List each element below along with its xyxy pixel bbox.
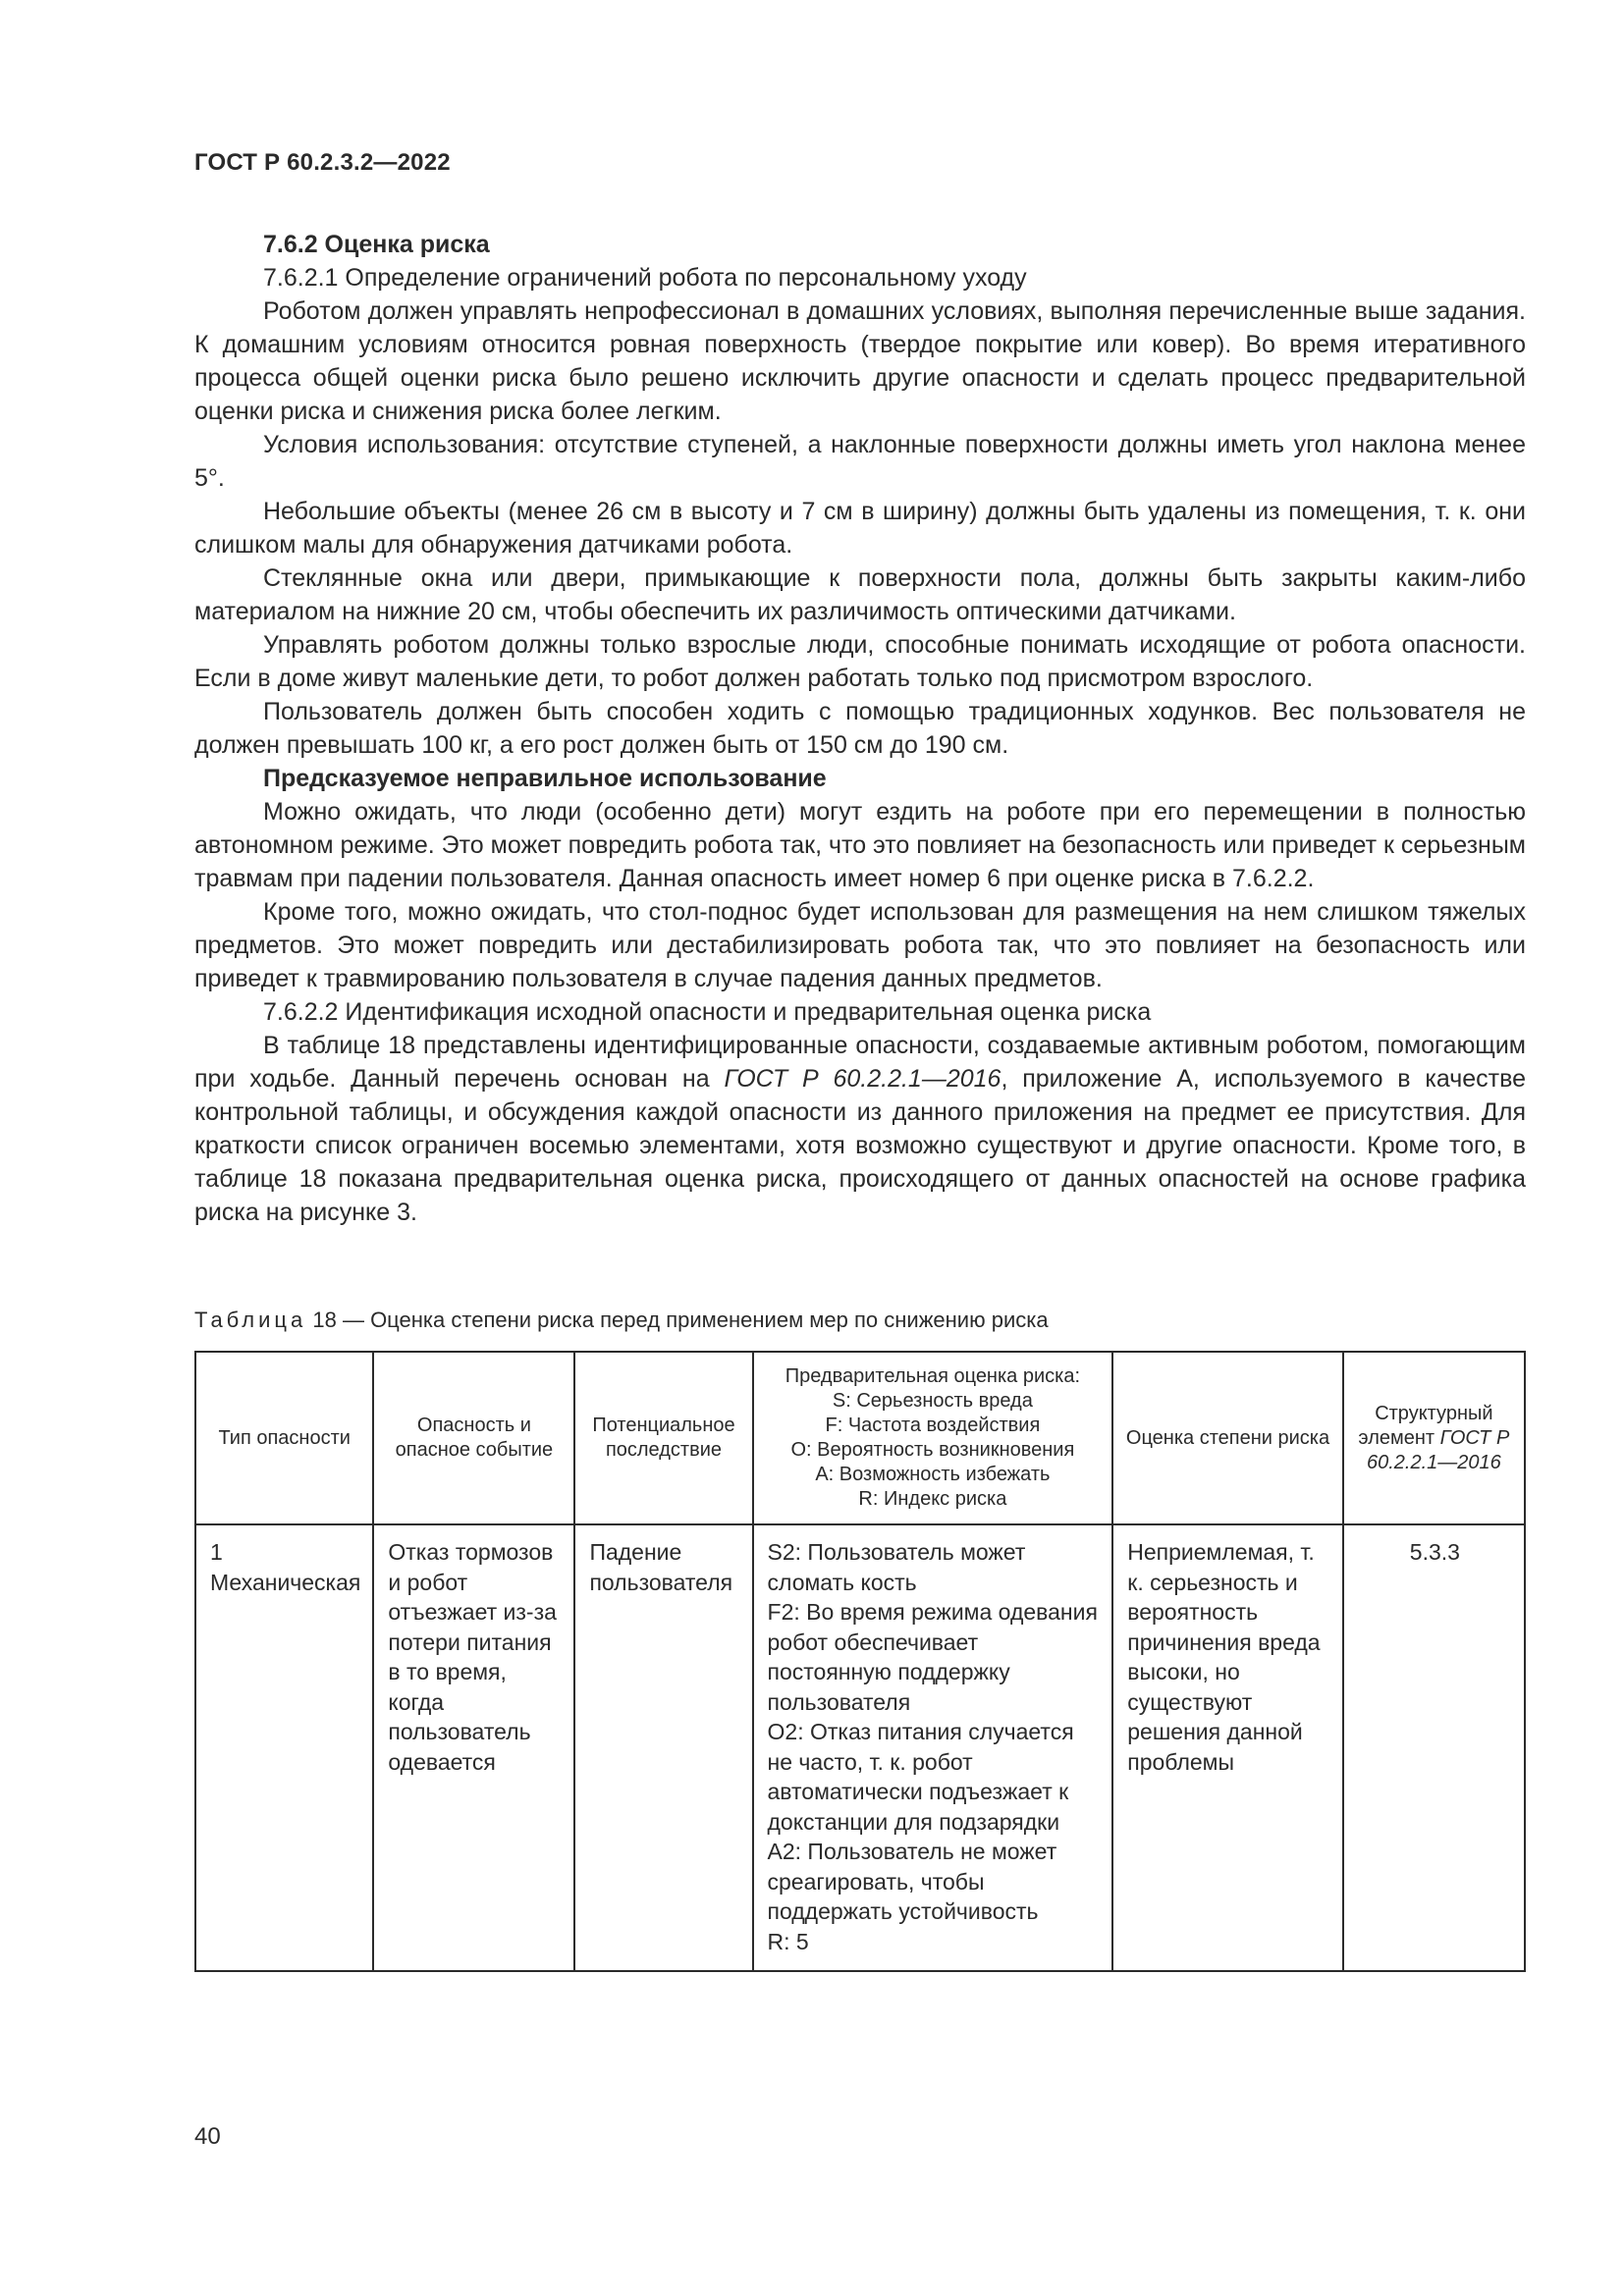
paragraph: Управлять роботом должны только взрослые люди, способные понимать исходящие от робота опасности. Если в доме живут маленькие дети, то робот должен работать только под присмотром взрослого. [194,631,1526,692]
prelim-s: S: Серьезность вреда [832,1390,1033,1412]
table-caption-label: Таблица [194,1308,307,1332]
prelim-a: A: Возможность избежать [815,1464,1051,1485]
header-hazard-type: Тип опасности [195,1352,373,1524]
misuse-heading: Предсказуемое неправильное использование [263,765,827,792]
header-structural-element [1343,1352,1525,1524]
paragraph: Стеклянные окна или двери, примыкающие к поверхности пола, должны быть закрыты каким-либо материалом на нижние 20 см, чтобы обеспечить их различимость оптическими датчиками. [194,564,1526,625]
prelim-r: R: Индекс риска [858,1488,1007,1510]
cell-hazard-type: 1 Механическая [195,1524,373,1971]
paragraph: Роботом должен управлять непрофессионал в домашних условиях, выполняя перечисленные выше задания. К домашним условиям относится ровная поверхность (твердое покрытие или ковер). Во время итеративного процесса общей оценки риска было решено исключить другие опасности и сделать процесс предварительной оценки риска и снижения риска более легким. [194,297,1526,425]
page-number: 40 [194,2123,221,2150]
header-preliminary-assessment [753,1352,1113,1524]
paragraph-text: В таблице 18 представлены идентифицированные опасности, создаваемые активным роботом, помогающим при ходьбе. Данный перечень основан на [194,1032,1526,1093]
cell-hazard-event: Отказ тормозов и робот отъезжает из-за потери питания в то время, когда пользователь одевается [373,1524,574,1971]
struct-reference: ГОСТ Р 60.2.2.1—2016 [1366,1426,1510,1473]
cell-risk-assessment: Неприемлемая, т. к. серьезность и вероятность причинения вреда высоки, но существуют решения данной проблемы [1112,1524,1342,1971]
prelim-title: Предварительная оценка риска: [785,1365,1081,1387]
cell-structural-element: 5.3.3 [1343,1524,1525,1971]
header-consequence: Потенциальное последствие [574,1352,752,1524]
paragraph: Можно ожидать, что люди (особенно дети) могут ездить на роботе при его перемещении в полностью автономном режиме. Это может повредить робота так, что это повлияет на безопасность или приведет к серьезным травмам при падении пользователя. Данная опасность имеет номер 6 при оценке риска в 7.6.2.2. [194,798,1526,892]
cell-preliminary-assessment: S2: Пользователь может сломать кость F2: Во время режима одевания робот обеспечивает постоянную поддержку пользователя O2: Отказ питания случается не часто, т. к. робот автоматически подъезжает к докстанции для подзарядки A2: Пользователь не может среагировать, чтобы поддержать устойчивость R: 5 [753,1524,1113,1971]
table-caption-text: 18 — Оценка степени риска перед применением мер по снижению риска [306,1308,1049,1332]
section-body [194,228,1526,1229]
subsection-heading-2: 7.6.2.2 Идентификация исходной опасности и предварительная оценка риска [263,998,1152,1026]
table-caption [194,1308,1049,1333]
risk-assessment-table [194,1351,1526,1972]
paragraph: Кроме того, можно ожидать, что стол-поднос будет использован для размещения на нем слишком тяжелых предметов. Это может повредить или дестабилизировать робота так, что это повлияет на безопасность или приведет к травмированию пользователя в случае падения данных предметов. [194,898,1526,992]
table-header-row [195,1352,1525,1524]
header-hazard-event: Опасность и опасное событие [373,1352,574,1524]
paragraph [194,1029,1526,1229]
struct-label: Структурный элемент [1358,1402,1493,1449]
paragraph: Условия использования: отсутствие ступеней, а наклонные поверхности должны иметь угол наклона менее 5°. [194,431,1526,492]
subsection-heading-1: 7.6.2.1 Определение ограничений робота по персональному уходу [263,264,1027,292]
section-heading: 7.6.2 Оценка риска [263,231,490,258]
header-risk-assessment: Оценка степени риска [1112,1352,1342,1524]
paragraph-text: , приложение А, используемого в качестве контрольной таблицы, и обсуждения каждой опасности из данного приложения на предмет ее присутствия. Для краткости список ограничен восемью элементами, хотя возможно существуют и другие опасности. Кроме того, в таблице 18 показана предварительная оценка риска, происходящего от данных опасностей на основе графика риска на рисунке 3. [194,1065,1527,1226]
document-code-header: ГОСТ Р 60.2.3.2—2022 [194,149,451,176]
table-row [195,1524,1525,1971]
paragraph: Пользователь должен быть способен ходить с помощью традиционных ходунков. Вес пользователя не должен превышать 100 кг, а его рост должен быть от 150 см до 190 см. [194,698,1526,759]
paragraph: Небольшие объекты (менее 26 см в высоту и 7 см в ширину) должны быть удалены из помещения, т. к. они слишком малы для обнаружения датчиками робота. [194,498,1526,559]
standard-reference: ГОСТ Р 60.2.2.1—2016 [724,1065,1001,1093]
cell-consequence: Падение пользователя [574,1524,752,1971]
prelim-o: O: Вероятность возникновения [790,1439,1075,1461]
prelim-f: F: Частота воздействия [825,1415,1041,1436]
